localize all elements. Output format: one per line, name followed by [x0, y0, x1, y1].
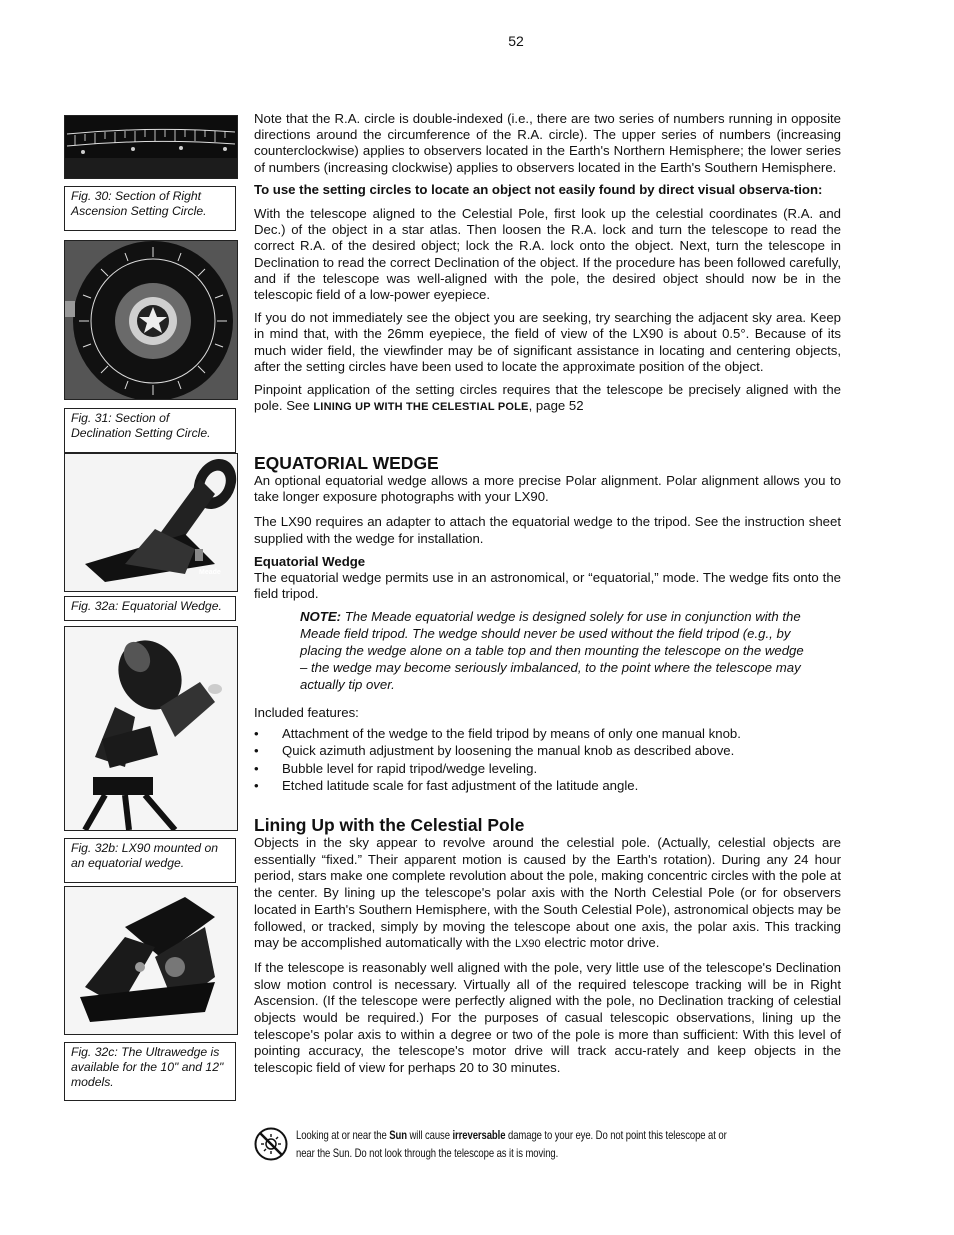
intro-section [254, 111, 841, 421]
figure-32a-wedge-image [64, 453, 238, 592]
no-sun-warning-icon [254, 1127, 288, 1161]
ultrawedge-photo [65, 887, 237, 1034]
features-list [254, 726, 841, 795]
paragraph-double-index: Note that the R.A. circle is double-indexed (i.e., there are two series of numbers running in opposite directions around the circumference of the R.A. circle). The upper series of numbers (increasing counterclockwise) applies to observers located in the Earth's Northern Hemisphere; the lower series of numbers (increasing clockwise) applies to observers located in the Earth's Southern Hemisphere. [254, 111, 841, 175]
list-item: • Quick azimuth adjustment by loosening the manual knob as described above. [254, 743, 841, 760]
lining-up-link[interactable]: LINING UP WITH THE CELESTIAL POLE [313, 401, 529, 414]
figure-32c-ultrawedge-image [64, 886, 238, 1035]
note-label: NOTE: [300, 609, 342, 625]
figure-32b-caption: Fig. 32b: LX90 mounted on an equatorial wedge. [64, 838, 236, 883]
figure-32a-caption: Fig. 32a: Equatorial Wedge. [64, 596, 236, 621]
list-item: • Etched latitude scale for fast adjustment of the latitude angle. [254, 778, 841, 795]
paragraph-search-sky: If you do not immediately see the object you are seeking, try searching the adjacent sky area. Keep in mind that, with the 26mm eyepiece, the field of view of the LX90 is about 0.5°. Because of its much wider field, the viewfinder may be of significant assistance in locating and centering objects, after the setting circles have been used to locate the approximate position of the object. [254, 310, 841, 374]
lining-up-section [254, 815, 841, 1083]
lining-p1-end: electric motor drive. [540, 935, 660, 951]
warning-text [296, 1127, 745, 1163]
included-features-label: Included features: [254, 705, 359, 721]
paragraph-procedure: With the telescope aligned to the Celestial Pole, first look up the celestial coordinates (R.A. and Dec.) of the object in a star atlas. Then loosen the R.A. lock and turn the telescope to read the correct R.A. of the desired object; lock the R.A. lock onto the object. Next, turn the telescope in Declination to read the correct Declination of the object. If the procedure has been followed carefully, and if the telescope was well-aligned with the pole, the desired object should now be in the telescopic field of a low-power eyepiece. [254, 206, 841, 303]
equatorial-paragraph-2: The LX90 requires an adapter to attach the equatorial wedge to the tripod. See the instruction sheet supplied with the wedge for installation. [254, 514, 841, 546]
safety-note [300, 608, 813, 693]
equatorial-paragraph-3: The equatorial wedge permits use in an astronomical, or “equatorial,” mode. The wedge fits onto the field tripod. [254, 570, 841, 602]
figure-32b-lx90-image [64, 626, 238, 831]
setting-circles-instruction: To use the setting circles to locate an object not easily found by direct visual observa-tion: [254, 181, 823, 197]
figure-31-caption: Fig. 31: Section of Declination Setting Circle. [64, 408, 236, 453]
dec-circle-photo [65, 241, 237, 399]
equatorial-wedge-subhead: Equatorial Wedge [254, 553, 366, 569]
lining-p1-text: Objects in the sky appear to revolve around the celestial pole. (Actually, celestial objects are essentially “fixed.” Their apparent motion is caused by the Earth's rotation). During any 24 hour period, stars make one complete revolution about the pole, making concentric circles with the pole at the center. By lining up the telescope's polar axis with the North Celestial Pole (or for observers located in Earth's Southern Hemisphere, with the South Celestial Pole), astronomical objects may be followed, or tracked, simply by moving the telescope about one axis, the polar axis. This tracking may be accomplished automatically with the [254, 835, 841, 951]
warning-text-3: damage to your eye. Do not point this telescope at or near the Sun. Do not look through the telescope as it is moving. [296, 1129, 727, 1160]
lining-paragraph-2: If the telescope is reasonably well aligned with the pole, very little use of the telescope's Declination slow motion control is necessary. Virtually all of the required telescope tracking will be in Right Ascension. (If the telescope were perfectly aligned with the pole, no Declination tracking of celestial objects would be required.) For the purposes of casual telescopic observations, lining up the telescope's polar axis to within a degree or two of the pole is more than sufficient: With this level of pointing accuracy, the telescope's motor drive will track accu-rately and keep objects in the telescopic field of view for perhaps 20 to 30 minutes. [254, 959, 841, 1076]
pinpoint-page-ref: , page 52 [528, 398, 584, 414]
lining-paragraph-1 [254, 835, 841, 953]
note-text: The Meade equatorial wedge is designed solely for use in conjunction with the Meade field tripod. The wedge should never be used without the field tripod (e.g., by placing the wedge alone on a table top and then mounting the telescope on the wedge – the wedge may become seriously imbalanced, to the point where the telescope may actually tip over. [300, 609, 804, 693]
pinpoint-text: Pinpoint application of the setting circles requires that the telescope be precisely aligned with the pole. See [254, 382, 841, 414]
warning-irreversable: irreversable [452, 1129, 506, 1142]
equatorial-wedge-heading: EQUATORIAL WEDGE [254, 453, 439, 473]
equatorial-wedge-section [254, 453, 841, 796]
list-item: • Bubble level for rapid tripod/wedge leveling. [254, 761, 841, 778]
warning-text-2: will cause [406, 1129, 453, 1142]
warning-sun: Sun [389, 1129, 407, 1142]
page-number: 52 [508, 33, 524, 49]
list-item: • Attachment of the wedge to the field tripod by means of only one manual knob. [254, 726, 841, 743]
wedge-photo [65, 454, 237, 591]
lining-up-heading: Lining Up with the Celestial Pole [254, 815, 525, 835]
figure-30-caption: Fig. 30: Section of Right Ascension Setting Circle. [64, 186, 236, 231]
sun-warning [254, 1127, 844, 1163]
ra-circle-photo [65, 116, 237, 178]
warning-text-1: Looking at or near the [296, 1129, 390, 1142]
equatorial-paragraph-1: An optional equatorial wedge allows a more precise Polar alignment. Polar alignment allows you to take longer exposure photographs with your LX90. [254, 473, 841, 505]
lx90-photo [65, 627, 237, 830]
wedge-brand-label: Meade [199, 569, 221, 576]
figure-30-ra-circle-image [64, 115, 238, 179]
figure-31-dec-circle-image [64, 240, 238, 400]
lx90-small: LX90 [514, 938, 541, 951]
paragraph-pinpoint [254, 382, 841, 415]
figure-32c-caption: Fig. 32c: The Ultrawedge is available for the 10" and 12" models. [64, 1042, 236, 1101]
